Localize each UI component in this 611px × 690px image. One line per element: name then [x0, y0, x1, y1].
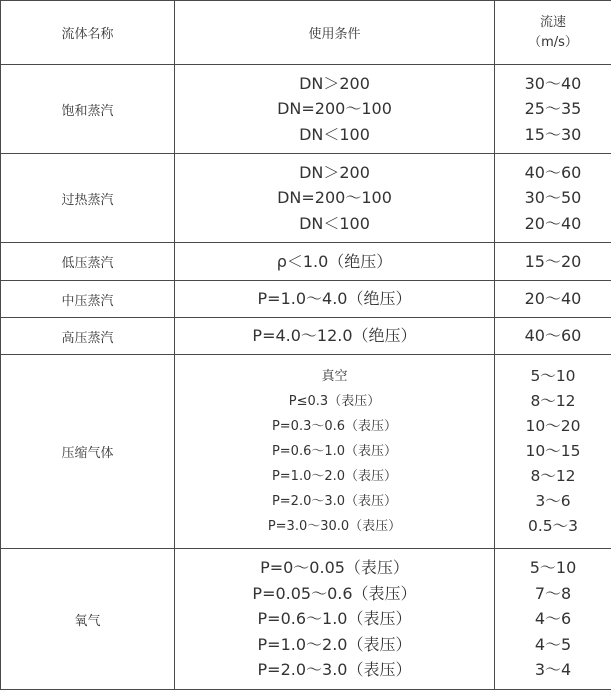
- condition-cell: [175, 243, 495, 281]
- condition-line: P=2.0～3.0（表压）: [175, 657, 494, 683]
- table-row: [1, 318, 611, 355]
- condition-cell: [175, 281, 495, 318]
- velocity-line: 5～10: [495, 555, 611, 581]
- header-velocity: [495, 1, 611, 65]
- velocity-cell: [495, 154, 611, 243]
- velocity-line: 20～40: [495, 286, 611, 312]
- velocity-line: 0.5～3: [495, 514, 611, 539]
- velocity-line: 4～5: [495, 632, 611, 658]
- velocity-line: 30～50: [495, 185, 611, 211]
- table-row: [1, 281, 611, 318]
- header-velocity-label: 流速: [495, 13, 611, 33]
- condition-line: P=1.0～2.0（表压）: [175, 632, 494, 658]
- condition-line: DN＞200: [175, 71, 494, 97]
- condition-line: P=4.0～12.0（绝压）: [175, 323, 494, 349]
- condition-line: P≤0.3（表压）: [175, 389, 494, 414]
- condition-cell: [175, 549, 495, 690]
- condition-cell: [175, 318, 495, 355]
- condition-line: DN＞200: [175, 160, 494, 186]
- condition-line: P=0.3～0.6（表压）: [175, 414, 494, 439]
- condition-line: DN＜100: [175, 211, 494, 237]
- fluid-name: 氧气: [1, 549, 175, 690]
- fluid-name: 低压蒸汽: [1, 243, 175, 281]
- velocity-line: 3～4: [495, 657, 611, 683]
- table-row: [1, 243, 611, 281]
- velocity-cell: [495, 355, 611, 549]
- condition-line: 真空: [175, 364, 494, 389]
- velocity-line: 8～12: [495, 464, 611, 489]
- condition-line: P=0.6～1.0（表压）: [175, 439, 494, 464]
- table-row: [1, 154, 611, 243]
- velocity-line: 3～6: [495, 489, 611, 514]
- condition-line: P=3.0～30.0（表压）: [175, 514, 494, 539]
- condition-line: P=0.6～1.0（表压）: [175, 606, 494, 632]
- header-conditions: 使用条件: [175, 1, 495, 65]
- header-velocity-unit: （m/s）: [495, 33, 611, 53]
- velocity-line: 5～10: [495, 364, 611, 389]
- velocity-line: 8～12: [495, 389, 611, 414]
- velocity-line: 4～6: [495, 606, 611, 632]
- header-fluid-name: 流体名称: [1, 1, 175, 65]
- velocity-cell: [495, 243, 611, 281]
- condition-line: DN=200～100: [175, 185, 494, 211]
- condition-line: P=1.0～2.0（表压）: [175, 464, 494, 489]
- velocity-line: 20～40: [495, 211, 611, 237]
- velocity-cell: [495, 65, 611, 154]
- velocity-line: 25～35: [495, 96, 611, 122]
- table-row: [1, 355, 611, 549]
- table-row: [1, 65, 611, 154]
- fluid-name: 过热蒸汽: [1, 154, 175, 243]
- table-row: [1, 549, 611, 690]
- condition-line: P=2.0～3.0（表压）: [175, 489, 494, 514]
- velocity-line: 15～20: [495, 249, 611, 275]
- condition-cell: [175, 154, 495, 243]
- condition-line: DN=200～100: [175, 96, 494, 122]
- velocity-line: 7～8: [495, 581, 611, 607]
- condition-cell: [175, 65, 495, 154]
- fluid-name: 高压蒸汽: [1, 318, 175, 355]
- condition-line: P=0～0.05（表压）: [175, 555, 494, 581]
- velocity-line: 10～20: [495, 414, 611, 439]
- header-row: [1, 1, 611, 65]
- velocity-line: 40～60: [495, 160, 611, 186]
- velocity-cell: [495, 281, 611, 318]
- fluid-name: 中压蒸汽: [1, 281, 175, 318]
- condition-line: ρ＜1.0（绝压）: [175, 249, 494, 275]
- velocity-cell: [495, 549, 611, 690]
- velocity-cell: [495, 318, 611, 355]
- velocity-line: 10～15: [495, 439, 611, 464]
- velocity-line: 30～40: [495, 71, 611, 97]
- condition-line: P=1.0～4.0（绝压）: [175, 286, 494, 312]
- condition-line: P=0.05～0.6（表压）: [175, 581, 494, 607]
- fluid-name: 饱和蒸汽: [1, 65, 175, 154]
- velocity-line: 15～30: [495, 122, 611, 148]
- condition-cell: [175, 355, 495, 549]
- condition-line: DN＜100: [175, 122, 494, 148]
- fluid-name: 压缩气体: [1, 355, 175, 549]
- velocity-line: 40～60: [495, 323, 611, 349]
